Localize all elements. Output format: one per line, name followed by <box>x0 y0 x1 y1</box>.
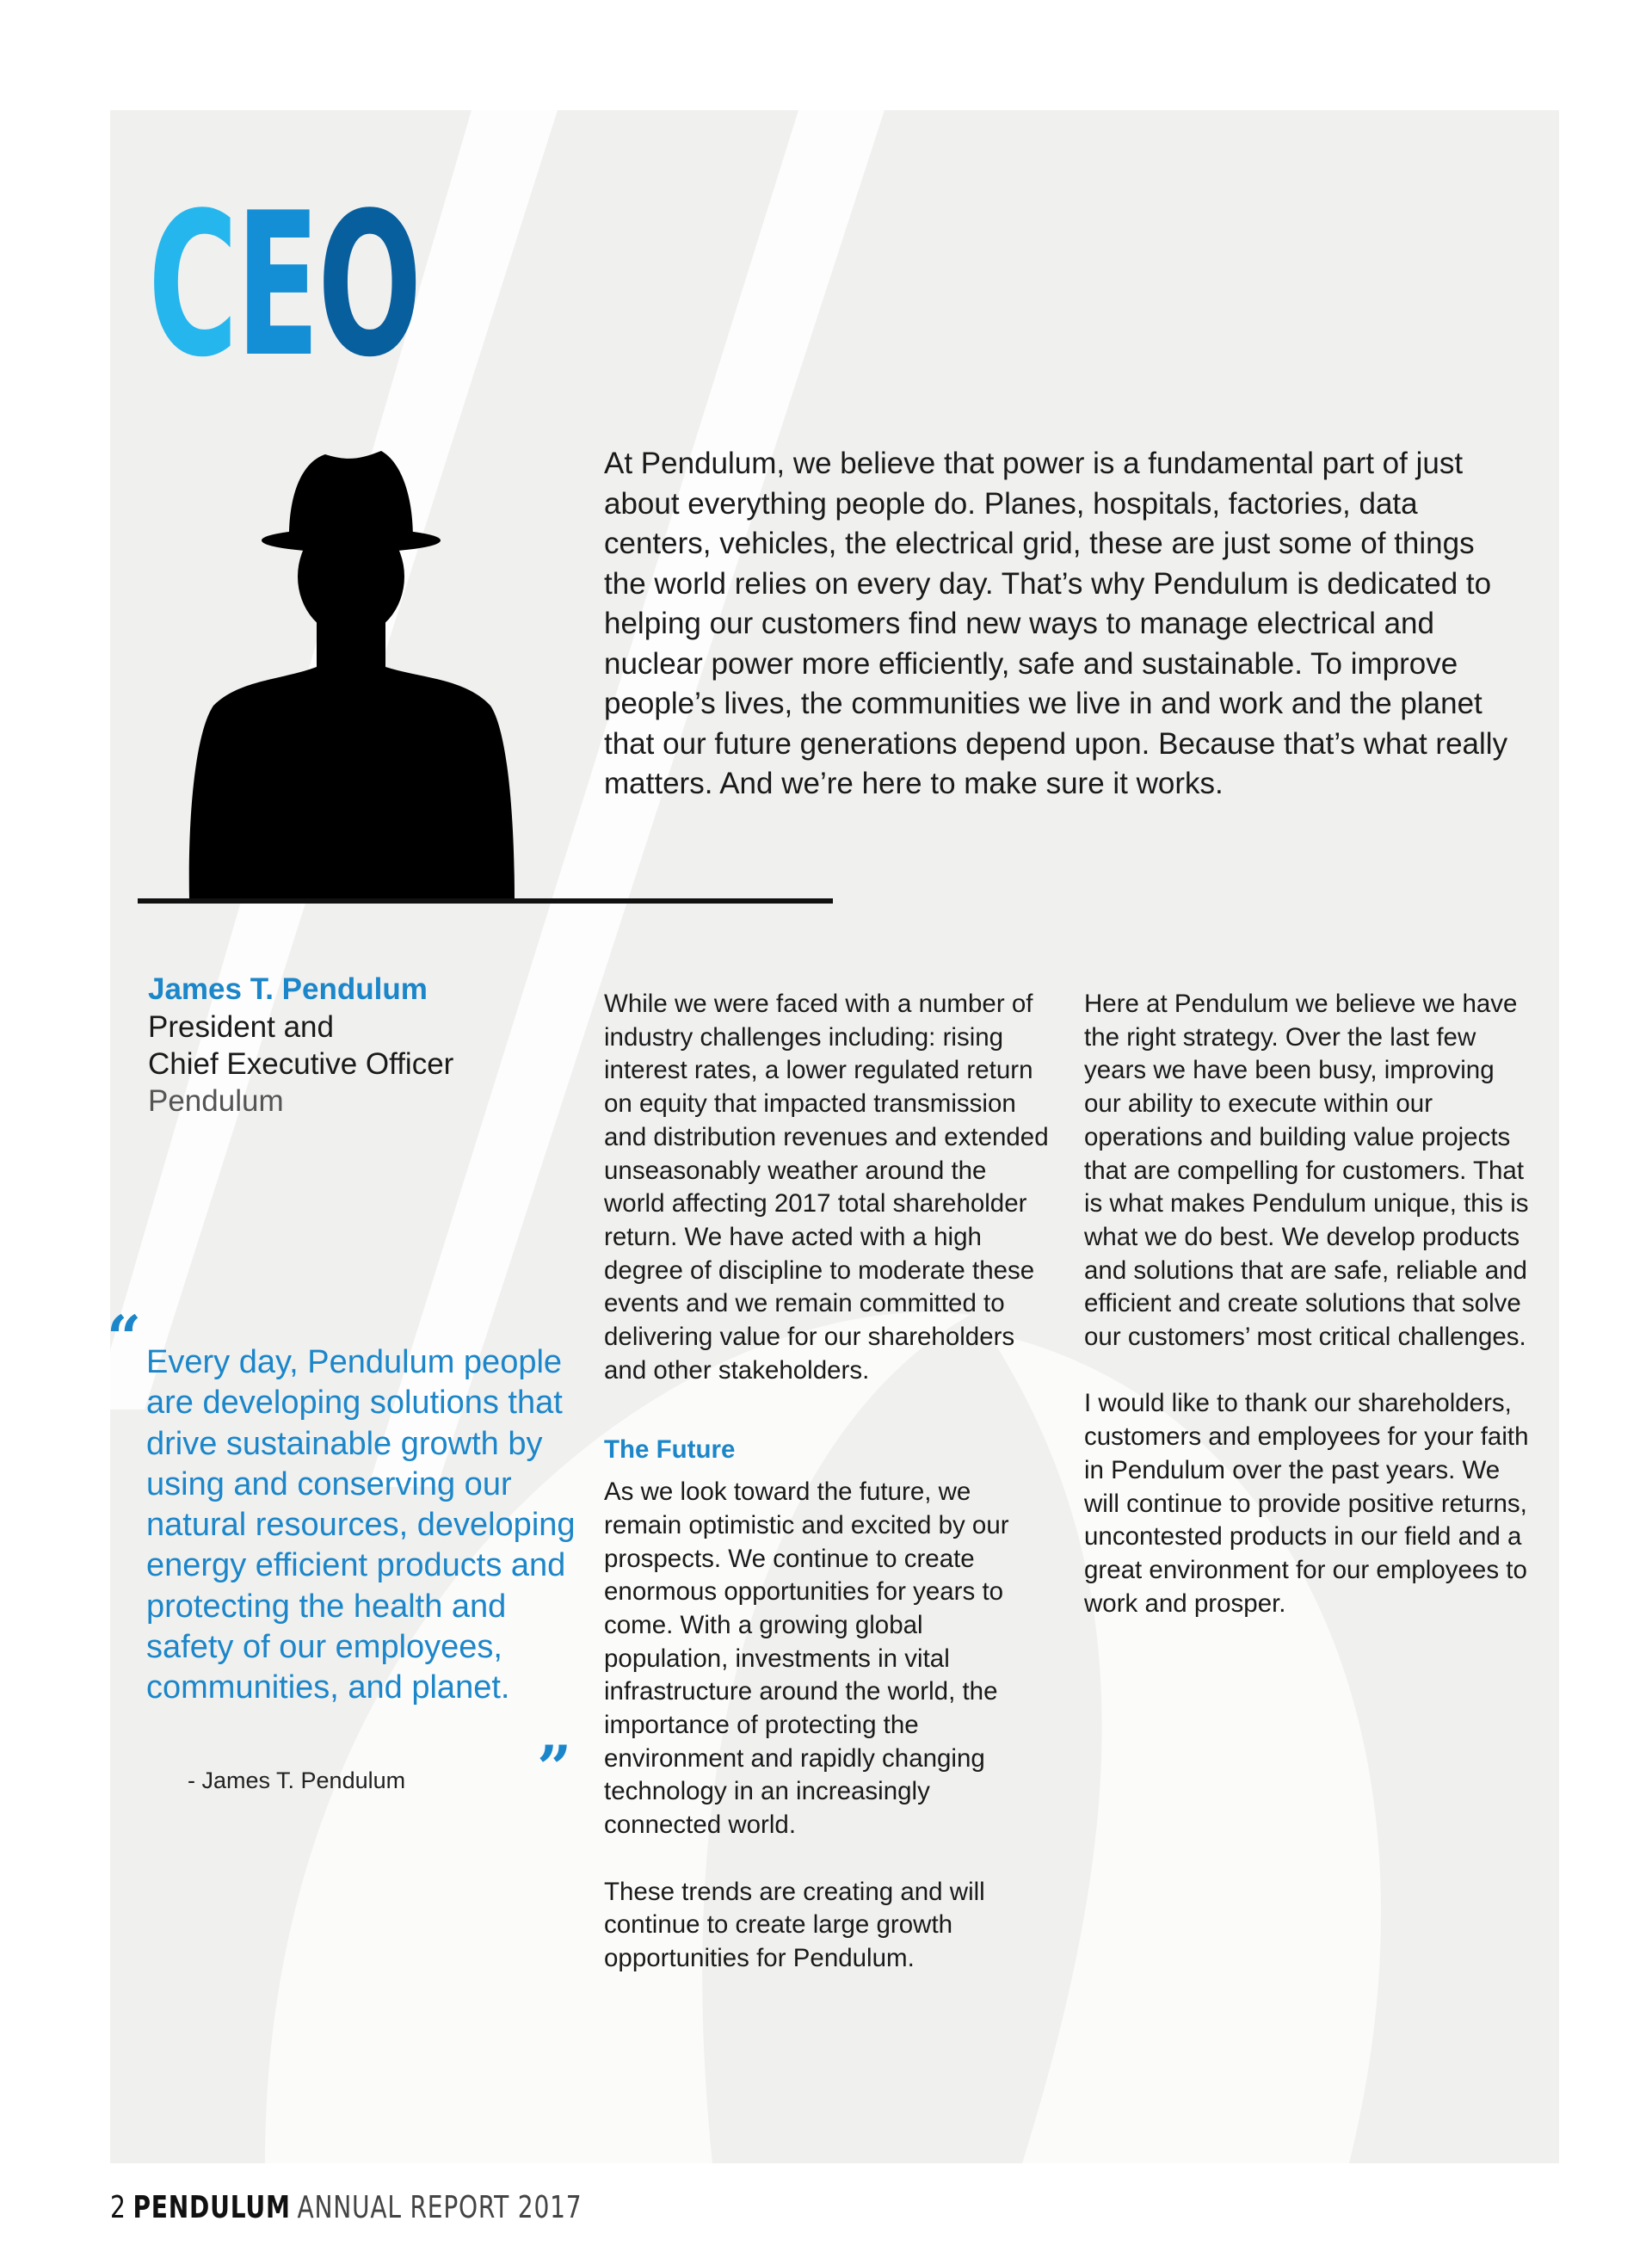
middle-paragraph-1: While we were faced with a number of industry challenges including: rising interest rates, a lower regulated return on equity that impacted transmission and distribution revenues and extended unseasonably weather around the world affecting 2017 total shareholder return. We have acted with a high degree of discipline to moderate these events and we remain committed to delivering value for our shareholders and other stakeholders. <box>604 990 1049 1385</box>
executive-title-line1: President and <box>148 1010 334 1044</box>
footer-brand: PENDULUM <box>133 2190 291 2225</box>
right-paragraph-2: I would like to thank our shareholders, customers and employees for your faith in Pendulum over the past years. We will continue to provide positive returns, uncontested products in our field and a great environment for our employees to work and prosper. <box>1084 1389 1529 1618</box>
column-right <box>1084 988 1532 1654</box>
pull-quote-attribution: - James T. Pendulum <box>188 1768 406 1793</box>
page-title <box>148 171 420 401</box>
right-paragraph-1: Here at Pendulum we believe we have the right strategy. Over the last few years we have been busy, improving our ability to execute within our operations and building value projects that are compelling for customers. That is what makes Pendulum unique, this is what we do best. We develop products and solutions that are safe, reliable and efficient and create solutions that solve our customers’ most critical challenges. <box>1084 990 1529 1352</box>
executive-block <box>148 971 595 1120</box>
pull-quote-text: Every day, Pendulum people are developing solutions that drive sustainable growth by using and conserving our natural resources, developing energy efficient products and protecting the health and safety of our employees, communities, and planet. <box>146 1344 576 1706</box>
title-letter-e: E <box>236 171 318 401</box>
title-letter-c: C <box>148 171 237 401</box>
column-middle <box>604 988 1051 2008</box>
page-number: 2 <box>110 2190 126 2225</box>
middle-paragraph-3: These trends are creating and will continue to create large growth opportunities for Pendulum. <box>604 1877 985 1972</box>
executive-company: Pendulum <box>148 1084 284 1118</box>
footer-report-label: ANNUAL REPORT 2017 <box>297 2190 583 2225</box>
close-quote-mark: ” <box>537 1732 572 1804</box>
open-quote-mark: “ <box>107 1302 142 1373</box>
page-footer <box>110 2190 583 2225</box>
middle-paragraph-2: As we look toward the future, we remain optimistic and excited by our prospects. We continue to create enormous opportunities for years to come. With a growing global population, investments in vital infrastructure around the world, the importance of protecting the environment and rapidly changing technology in an increasingly connected world. <box>604 1478 1009 1840</box>
executive-name: James T. Pendulum <box>148 972 428 1006</box>
intro-paragraph: At Pendulum, we believe that power is a fundamental part of just about everything people do. Planes, hospitals, factories, data centers, vehicles, the electrical grid, these are just some of things the world relies on every day. That’s why Pendulum is dedicated to helping our customers find new ways to manage electrical and nuclear power more efficiently, safe and sustainable. To improve people’s lives, the communities we live in and work and the planet that our future generations depend upon. Because that’s what really matters. And we’re here to make sure it works. <box>604 447 1508 800</box>
executive-title-line2: Chief Executive Officer <box>148 1047 454 1081</box>
title-letter-o: O <box>317 171 420 401</box>
divider-rule <box>138 898 833 904</box>
section-heading-future: The Future <box>604 1435 736 1465</box>
ceo-silhouette-image <box>188 447 532 900</box>
